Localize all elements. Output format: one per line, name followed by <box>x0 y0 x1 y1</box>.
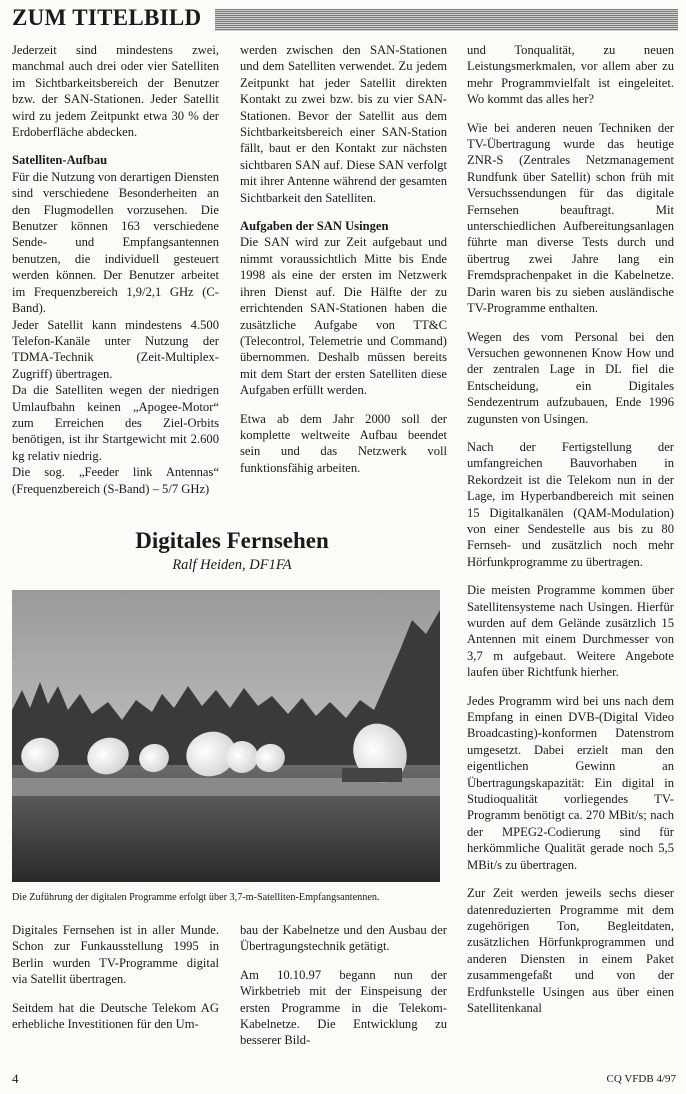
paragraph: Jeder Satellit kann mindestens 4.500 Telefon-Kanäle unter Nutzung der TDMA-Technik (Zeit-Multiplex-Zugriff) übertragen. <box>12 317 219 381</box>
section-title: ZUM TITELBILD <box>12 5 202 30</box>
paragraph: und Tonqualität, zu neuen Leistungsmerkmalen, vor allem aber zu mehr Programmvielfalt ist eingeleitet. Wo kommt das alles her? <box>467 43 674 107</box>
article-column-1 <box>12 922 219 1044</box>
page-number: 4 <box>12 1071 19 1086</box>
photo-caption: Die Zuführung der digitalen Programme erfolgt über 3,7-m-Satelliten-Empfangsantennen. <box>12 892 380 903</box>
article-column-2 <box>240 922 447 1061</box>
paragraph: Jedes Programm wird bei uns nach dem Empfang in einen DVB-(Digital Video Broadcasting)-konformen Datenstrom umgesetzt. Dabei erzielt man den eigentlichen Gewinn an Übertragungskapazität: Ein digital in Studioqualität vorliegendes TV-Programm benötigt ca. 270 MBit/s; nach der MPEG2-Codierung sind für herkömmliche Qualität gerade noch 5,5 MBit/s zu übertragen. <box>467 693 674 872</box>
paragraph: Nach der Fertigstellung der umfangreichen Bauvorhaben in Rekordzeit ist die Telekom nun in der Lage, im Hyperbandbereich mit seinen 15 Digitalkanälen (QAM-Modulation) von einer Sendestelle aus bis zu 80 Fernseh- und zusätzlich noch mehr Hörfunkprogramme zu übertragen. <box>467 439 674 569</box>
paragraph: Wie bei anderen neuen Techniken der TV-Übertragung wurde das heutige ZNR-S (Zentrales Netzmanagement Rundfunk über Satellit) schon früh mit Versuchssendungen für das digitale Fernsehen beauftragt. Mit unterschiedlichen Aufbereitungsanlagen führte man diverse Tests durch und übertrug zwei Jahre lang ein Fremdsprachenpaket in die Kabelnetze. Darin waren bis zu sieben ausländische TV-Programme enthalten. <box>467 120 674 316</box>
article-author: Ralf Heiden, DF1FA <box>172 557 292 573</box>
paragraph: Die SAN wird zur Zeit aufgebaut und nimmt voraussichtlich Mitte bis Ende 1998 als eine der ersten im Netzwerk ihren Dienst auf. Die Hälfte der zu errichtenden SAN-Stationen haben die zusätzliche Aufgabe von TT&C (Telecontrol, Telemetrie und Command) übernommen. Deshalb müssen bereits mit dem Start der ersten Satelliten diese Aufgaben erfüllt werden. <box>240 235 447 398</box>
article-title: Digitales Fernsehen <box>135 528 329 553</box>
paragraph: Für die Nutzung von derartigen Diensten sind verschiedene Besonderheiten an den Flugmodellen vorzusehen. Die Benutzer können 163 verschiedene Sende- und Empfangsantennen benutzen, die individuell gesteuert werden können. Der Benutzer arbeitet im Frequenzbereich 1,9/2,1 GHz (C-Band). <box>12 169 219 316</box>
satellite-dishes-photo <box>12 590 440 882</box>
paragraph: Etwa ab dem Jahr 2000 soll der komplette weltweite Aufbau beendet sein und das Netzwerk voll funktionsfähig arbeiten. <box>240 411 447 475</box>
paragraph: Wegen des vom Personal bei den Versuchen gewonnenen Know How und der zentralen Lage in DL fiel die Entscheidung, ein Digitales Sendezentrum aufzubauen, Ende 1996 zugunsten von Usingen. <box>467 329 674 426</box>
subheading: Satelliten-Aufbau <box>12 153 108 168</box>
paragraph: bau der Kabelnetze und den Ausbau der Übertragungstechnik getätigt. <box>240 923 447 954</box>
paragraph: Die sog. „Feeder link Antennas“ (Frequenzbereich (S-Band) – 5/7 GHz) <box>12 465 219 496</box>
header-rule <box>215 9 678 31</box>
top-column-2 <box>240 42 447 488</box>
paragraph: Seitdem hat die Deutsche Telekom AG erhebliche Investitionen für den Um- <box>12 1000 219 1032</box>
paragraph: Digitales Fernsehen ist in aller Munde. Schon zur Funkausstellung 1995 in Berlin wurden TV-Programme digital via Satellit übertragen. <box>12 923 219 987</box>
paragraph: Da die Satelliten wegen der niedrigen Umlaufbahn keinen „Apogee-Motor“ zum Erreichen des Ziel-Orbits benötigen, ist ihr Startgewicht mit 2.600 kg relativ niedrig. <box>12 383 219 463</box>
article-column-3 <box>467 42 674 1028</box>
paragraph: Zur Zeit werden jeweils sechs dieser datenreduzierten Programme mit dem zugehörigen Ton, Begleitdaten, zusätzlichen Hörfunkprogrammen und anderen Diensten in einem Paket zusammengefaßt und von der Erdfunkstelle Usingen aus über einen Satellitenkanal <box>467 886 674 1015</box>
paragraph: Die meisten Programme kommen über Satellitensysteme nach Usingen. Hierfür wurden auf dem Gelände zusätzlich 15 Antennen mit einem Durchmesser von 3,7 m aufgebaut. Weitere Angebote laufen über Richtfunk hierher. <box>467 583 674 680</box>
paragraph: werden zwischen den SAN-Stationen und dem Satelliten verwendet. Zu jedem Zeitpunkt hat jeder Satellit direkten Kontakt zu zwei bzw. bis zu vier SAN-Stationen. Bevor der Satellit aus dem Sichtbarkeitsbereich einer SAN-Station fällt, baut er den Kontakt zur nächsten sichtbaren SAN auf. Diese SAN verfolgt mit ihrer Antenne während der gesamten Sichtbarkeit den Satelliten. <box>240 43 447 205</box>
top-column-1 <box>12 42 219 497</box>
issue-label: CQ VFDB 4/97 <box>606 1073 676 1085</box>
subheading: Aufgaben der SAN Usingen <box>240 219 389 234</box>
paragraph: Am 10.10.97 begann nun der Wirkbetrieb mit der Einspeisung der ersten Programme in die Telekom-Kabelnetze. Die Entwicklung zu besserer Bild- <box>240 967 447 1048</box>
paragraph: Jederzeit sind mindestens zwei, manchmal auch drei oder vier Satelliten im Sichtbarkeitsbereich der Benutzer bzw. der SAN-Stationen. Jeder Satellit wird zu jedem Zeitpunkt etwa 30 % der Erdoberfläche abdecken. <box>12 43 219 140</box>
